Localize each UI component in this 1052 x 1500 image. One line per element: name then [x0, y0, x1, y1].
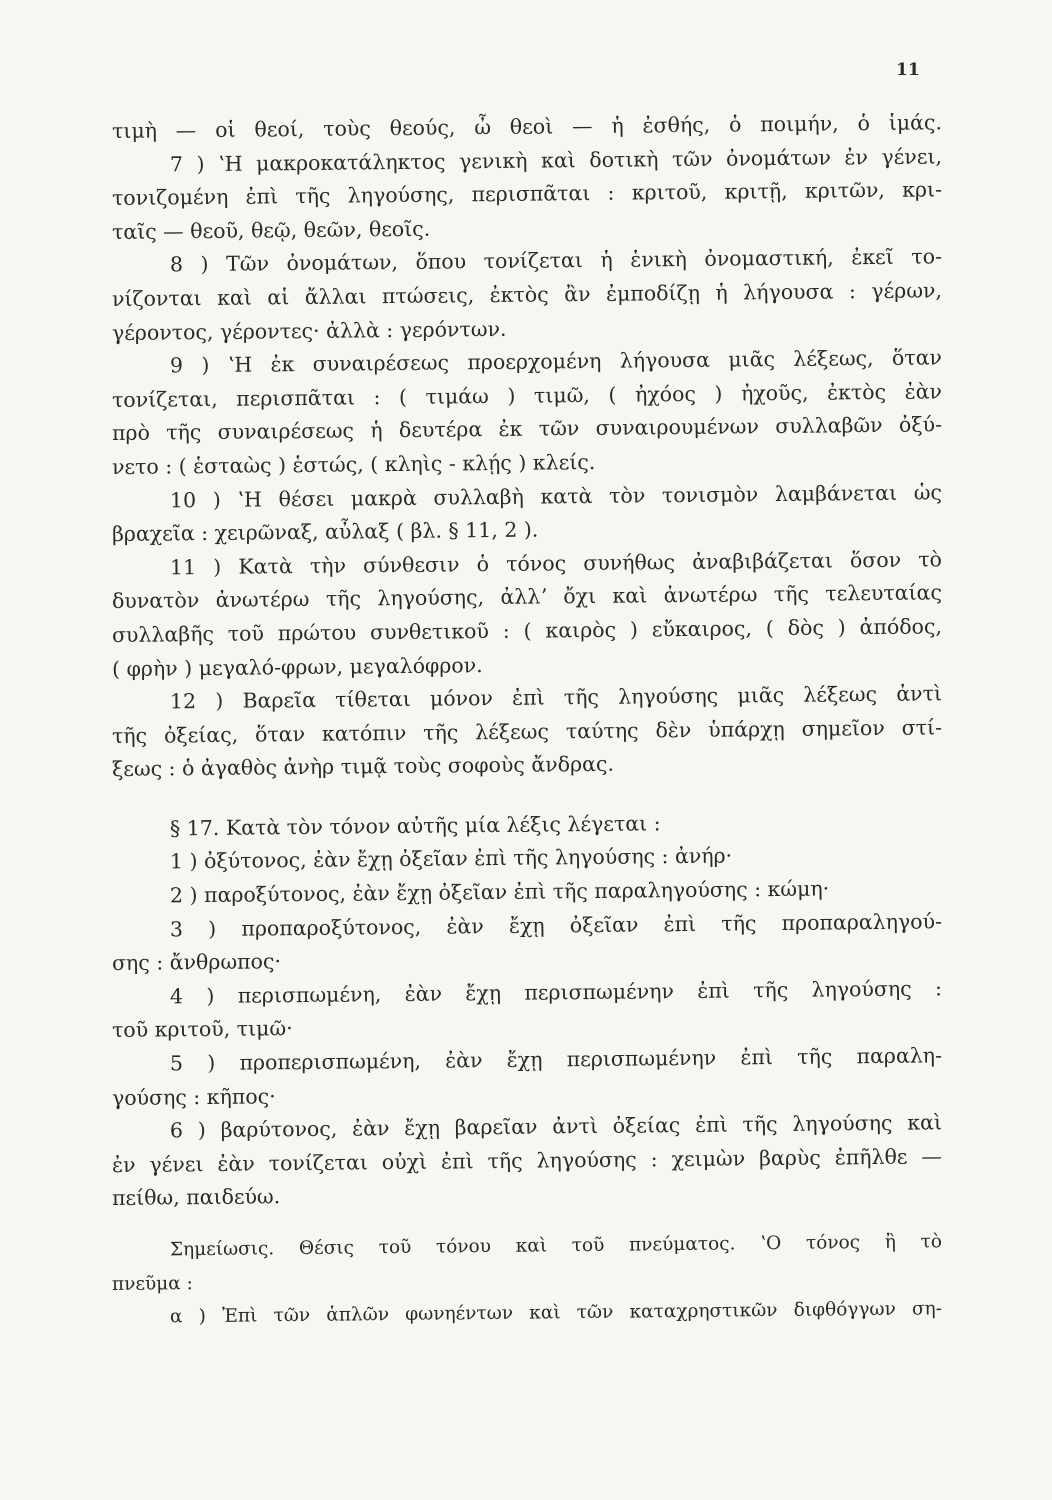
text-line: τιμὴ — οἱ θεοί, τοὺς θεούς, ὦ θεοὶ — ἡ ἐσθής, ὁ ποιμήν, ὁ ἱμάς.: [111, 110, 943, 143]
text-line: 11 ) Κατὰ τὴν σύνθεσιν ὁ τόνος συνήθως ἀναβιβάζεται ὅσον τὸ: [169, 547, 943, 580]
text-line: 7 ) ʽΗ μακροκατάληκτος γενικὴ καὶ δοτικὴ τῶν ὀνομάτων ἐν γένει,: [169, 143, 943, 176]
text-line: νίζονται καὶ αἱ ἄλλαι πτώσεις, ἐκτὸς ἂν ἐμποδίζῃ ἡ λήγουσα : γέρων,: [111, 278, 943, 311]
text-line: γέροντος, γέροντες· ἀλλὰ : γερόντων.: [111, 316, 507, 345]
text-line: 4 ) περισπωμένη, ἐὰν ἔχῃ περισπωμένην ἐπὶ τῆς ληγούσης :: [169, 976, 943, 1009]
text-line: α ) Ἐπὶ τῶν ἁπλῶν φωνηέντων καὶ τῶν καταχρηστικῶν διφθόγγων ση-: [169, 1298, 943, 1328]
page-number: 11: [896, 60, 920, 80]
text-line: ( φρὴν ) μεγαλό-φρων, μεγαλόφρον.: [111, 652, 483, 681]
text-line: 5 ) προπερισπωμένη, ἐὰν ἔχῃ περισπωμένην ἐπὶ τῆς παραλη-: [169, 1043, 943, 1076]
note-heading: Σημείωσις. Θέσις τοῦ τόνου καὶ τοῦ πνεύματος. ʽΟ τόνος ἢ τὸ: [169, 1231, 943, 1261]
text-line: τονιζομένη ἐπὶ τῆς ληγούσης, περισπᾶται : κριτοῦ, κριτῇ, κριτῶν, κρι-: [111, 177, 943, 211]
text-line: βραχεῖα : χειρῶναξ, αὖλαξ ( βλ. § 11, 2 ).: [111, 517, 539, 547]
text-line: 1 ) ὀξύτονος, ἐὰν ἔχῃ ὀξεῖαν ἐπὶ τῆς ληγούσης : ἀνήρ·: [169, 843, 733, 874]
text-line: πρὸ τῆς συναιρέσεως ἡ δευτέρα ἐκ τῶν συναιρουμένων συλλαβῶν ὀξύ-: [111, 412, 943, 446]
text-line: 2 ) παροξύτονος, ἐὰν ἔχῃ ὀξεῖαν ἐπὶ τῆς παραληγούσης : κώμη·: [169, 876, 830, 908]
section-heading: § 17. Κατὰ τὸν τόνον αὐτῆς μία λέξις λέγεται :: [169, 811, 661, 841]
text-line: ἐν γένει ἐὰν τονίζεται οὐχὶ ἐπὶ τῆς ληγούσης : χειμὼν βαρὺς ἐπῆλθε —: [111, 1144, 943, 1177]
text-line: ταῖς — θεοῦ, θεῷ, θεῶν, θεοῖς.: [111, 216, 431, 244]
text-line: σης : ἄνθρωπος·: [111, 949, 282, 976]
text-line: ξεως : ὁ ἀγαθὸς ἀνὴρ τιμᾷ τοὺς σοφοὺς ἄνδρας.: [111, 752, 615, 782]
text-line: 9 ) ʽΗ ἐκ συναιρέσεως προερχομένη λήγουσα μιᾶς λέξεως, ὅταν: [169, 345, 943, 378]
text-line: πείθω, παιδεύω.: [111, 1184, 281, 1211]
text-line: πνεῦμα :: [111, 1272, 193, 1295]
text-line: 8 ) Τῶν ὀνομάτων, ὅπου τονίζεται ἡ ἑνικὴ ὀνομαστική, ἐκεῖ το-: [169, 244, 943, 277]
text-line: νετο : ( ἑσταὼς ) ἑστώς, ( κληὶς - κλῄς ) κλείς.: [111, 449, 596, 479]
text-line: 10 ) ʽΗ θέσει μακρὰ συλλαβὴ κατὰ τὸν τονισμὸν λαμβάνεται ὡς: [169, 479, 943, 512]
text-line: τῆς ὀξείας, ὅταν κατόπιν τῆς λέξεως ταύτης δὲν ὑπάρχῃ σημεῖον στί-: [111, 714, 943, 748]
text-line: 12 ) Βαρεῖα τίθεται μόνον ἐπὶ τῆς ληγούσης μιᾶς λέξεως ἀντὶ: [169, 681, 943, 714]
text-line: τοῦ κριτοῦ, τιμῶ·: [111, 1016, 293, 1043]
text-line: 6 ) βαρύτονος, ἐὰν ἔχῃ βαρεῖαν ἀντὶ ὀξείας ἐπὶ τῆς ληγούσης καὶ: [169, 1110, 943, 1143]
text-line: δυνατὸν ἀνωτέρω τῆς ληγούσης, ἀλλʼ ὄχι καὶ ἀνωτέρω τῆς τελευταίας: [111, 580, 943, 614]
text-line: συλλαβῆς τοῦ πρώτου συνθετικοῦ : ( καιρὸς ) εὔκαιρος, ( δὸς ) ἀπόδος,: [111, 614, 943, 647]
page-body: [111, 110, 943, 1335]
text-line: γούσης : κῆπος·: [111, 1083, 276, 1110]
text-line: τονίζεται, περισπᾶται : ( τιμάω ) τιμῶ, ( ἠχόος ) ἠχοῦς, ἐκτὸς ἐὰν: [111, 379, 943, 412]
text-line: 3 ) προπαροξύτονος, ἐὰν ἔχῃ ὀξεῖαν ἐπὶ τῆς προπαραληγού-: [169, 908, 943, 942]
